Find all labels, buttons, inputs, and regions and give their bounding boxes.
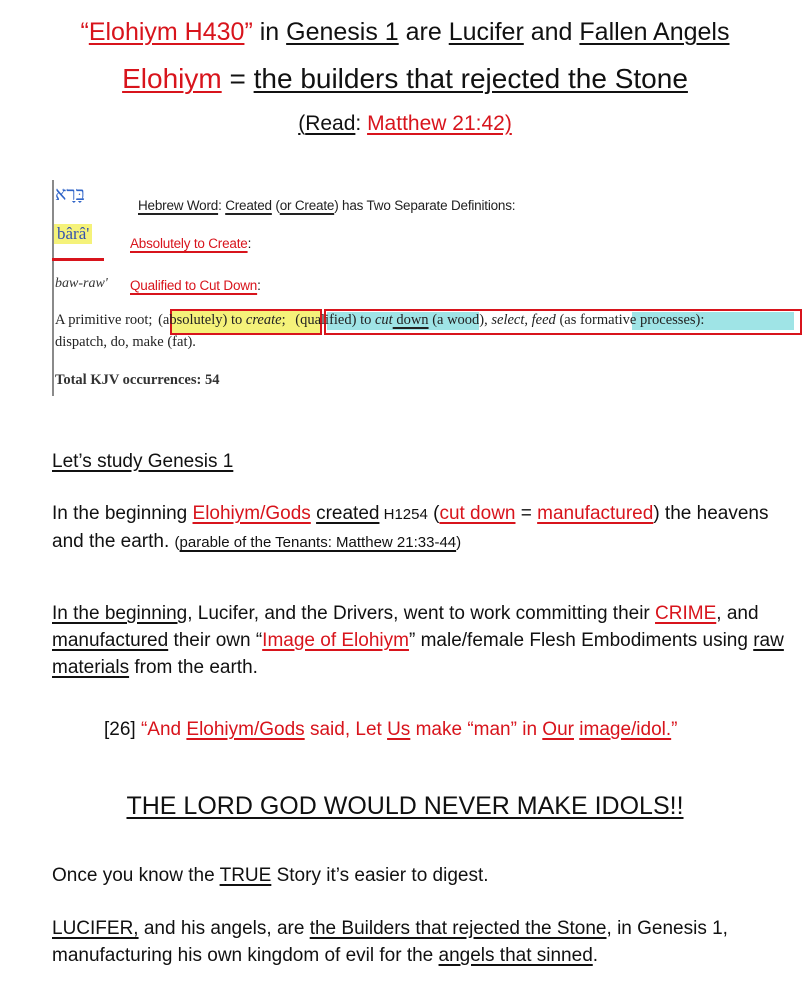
verse-text-d: said, Let bbox=[304, 719, 388, 740]
prim-qualified: (qualified) to bbox=[295, 312, 375, 328]
prim-cut: cut bbox=[374, 312, 393, 328]
p5-text-b: and his angels, are bbox=[138, 918, 310, 939]
title-created: Created bbox=[225, 198, 272, 213]
verse-image-idol: image/idol. bbox=[579, 719, 672, 740]
p2-in-the-beginning: In the beginning bbox=[52, 603, 188, 624]
hebrew-word: בָּרָא bbox=[55, 184, 85, 205]
quote-open: “ bbox=[80, 18, 89, 46]
p1-created: created bbox=[316, 503, 380, 524]
prim-create: create bbox=[245, 312, 282, 328]
total-occurrences: Total KJV occurrences: 54 bbox=[55, 372, 220, 388]
p1-elohiym-gods: Elohiym/Gods bbox=[192, 503, 311, 524]
title-term-elohiym-h430: Elohiym H430 bbox=[88, 18, 245, 46]
title-paren-open: ( bbox=[271, 198, 280, 213]
p5-period: . bbox=[592, 945, 599, 966]
pronunciation: baw-raw' bbox=[55, 276, 108, 291]
p1-text-a: In the beginning bbox=[52, 503, 193, 524]
p2-manufactured: manufactured bbox=[52, 630, 169, 651]
verse-elohiym-gods: Elohiym/Gods bbox=[186, 719, 305, 740]
paragraph-1 bbox=[52, 500, 797, 556]
prim-absolutely: (absolutely) to bbox=[158, 312, 246, 328]
p1-manufactured: manufactured bbox=[537, 503, 654, 524]
p2-crime: CRIME bbox=[655, 603, 717, 624]
prim-formative: (as formative processes) bbox=[555, 312, 701, 328]
definition-1-text: Absolutely to Create bbox=[130, 236, 248, 251]
prim-down: down bbox=[392, 312, 429, 328]
title-line-2 bbox=[0, 63, 810, 95]
p1-cut-down: cut down bbox=[439, 503, 516, 524]
title-are: are bbox=[398, 18, 449, 46]
p4-text-a: Once you know the bbox=[52, 865, 220, 886]
title-colon: : bbox=[218, 198, 226, 213]
section-heading: Let’s study Genesis 1 bbox=[52, 451, 234, 472]
transliteration: bârâ' bbox=[54, 224, 92, 244]
primitive-root-line bbox=[55, 312, 704, 329]
title-elohiym: Elohiym bbox=[122, 63, 222, 94]
definition-2-text: Qualified to Cut Down bbox=[130, 278, 258, 293]
verse-us: Us bbox=[387, 719, 411, 740]
p1-parable-link[interactable]: parable of the Tenants: Matthew 21:33-44 bbox=[179, 534, 457, 551]
title-lucifer: Lucifer bbox=[448, 18, 524, 46]
p1-text-j: ) the heavens and the earth. bbox=[52, 503, 769, 552]
p2-image-of-elohiym: Image of Elohiym bbox=[262, 630, 409, 651]
title-equals: = bbox=[221, 63, 254, 94]
verse-quote-close: ” bbox=[671, 719, 678, 740]
p1-paren: ( bbox=[427, 503, 440, 524]
read-open-paren: ( bbox=[298, 112, 306, 135]
prim-comma: , bbox=[524, 312, 532, 328]
read-reference-link[interactable]: Matthew 21:42) bbox=[367, 112, 512, 135]
p5-builders: the Builders that rejected the Stone bbox=[309, 918, 607, 939]
title-rest: ) has Two Separate Definitions: bbox=[334, 198, 516, 213]
title-builders: the builders that rejected the Stone bbox=[253, 63, 688, 94]
title-fallen-angels: Fallen Angels bbox=[579, 18, 730, 46]
p2-text-h: ” male/female Flesh Embodiments using bbox=[408, 630, 754, 651]
lexicon-entry bbox=[52, 176, 804, 396]
lexicon-title bbox=[138, 198, 515, 213]
read-label: Read bbox=[305, 112, 356, 135]
p4-text-c: Story it’s easier to digest. bbox=[271, 865, 489, 886]
title-line-1 bbox=[0, 18, 810, 47]
warning-heading: THE LORD GOD WOULD NEVER MAKE IDOLS!! bbox=[126, 792, 684, 820]
lexicon-left-rule bbox=[52, 180, 54, 396]
p5-angels-that-sinned: angels that sinned bbox=[438, 945, 593, 966]
verse-text-b: “And bbox=[140, 719, 187, 740]
p5-text-d: , in Genesis 1, manufacturing his own kingdom of evil for the bbox=[52, 918, 728, 966]
p1-paren-open: ( bbox=[174, 534, 180, 551]
prim-semicolon: ; bbox=[281, 312, 290, 328]
paragraph-4 bbox=[52, 862, 797, 889]
prim-colon: : bbox=[700, 312, 705, 328]
definition-1 bbox=[130, 236, 251, 251]
p1-paren-close: ) bbox=[456, 534, 462, 551]
verse-26 bbox=[104, 716, 804, 743]
definition-2 bbox=[130, 278, 261, 293]
quote-close: ” bbox=[244, 18, 253, 46]
title-or-create: or Create bbox=[279, 198, 335, 213]
primitive-root-line-2: dispatch, do, make (fat). bbox=[55, 334, 196, 350]
p2-raw-materials: raw materials bbox=[52, 630, 784, 678]
p2-text-d: , and bbox=[716, 603, 759, 624]
title-genesis: Genesis 1 bbox=[286, 18, 399, 46]
p1-strongs-number: H1254 bbox=[379, 506, 428, 523]
p1-equals: = bbox=[515, 503, 538, 524]
title-line-3 bbox=[0, 112, 810, 136]
prim-select: select bbox=[491, 312, 525, 328]
prim-wood: (a wood), bbox=[428, 312, 492, 328]
p2-text-b: , Lucifer, and the Drivers, went to work committing their bbox=[187, 603, 656, 624]
title-hebrew-word: Hebrew Word bbox=[138, 198, 219, 213]
p5-lucifer: LUCIFER, bbox=[52, 918, 139, 939]
paragraph-5 bbox=[52, 915, 797, 969]
paragraph-2 bbox=[52, 600, 797, 681]
transliteration-underline bbox=[52, 258, 104, 261]
title-in: in bbox=[252, 18, 287, 46]
title-and: and bbox=[523, 18, 580, 46]
p2-text-j: from the earth. bbox=[129, 657, 258, 678]
prim-intro: A primitive root; bbox=[55, 312, 157, 328]
definition-2-colon: : bbox=[257, 278, 261, 293]
verse-our: Our bbox=[542, 719, 574, 740]
verse-number: [26] bbox=[104, 719, 141, 740]
verse-text-f: make “man” in bbox=[410, 719, 543, 740]
prim-feed: feed bbox=[531, 312, 556, 328]
definition-1-colon: : bbox=[247, 236, 252, 251]
p2-text-f: their own “ bbox=[168, 630, 263, 651]
read-colon: : bbox=[355, 112, 368, 135]
p4-true: TRUE bbox=[219, 865, 272, 886]
